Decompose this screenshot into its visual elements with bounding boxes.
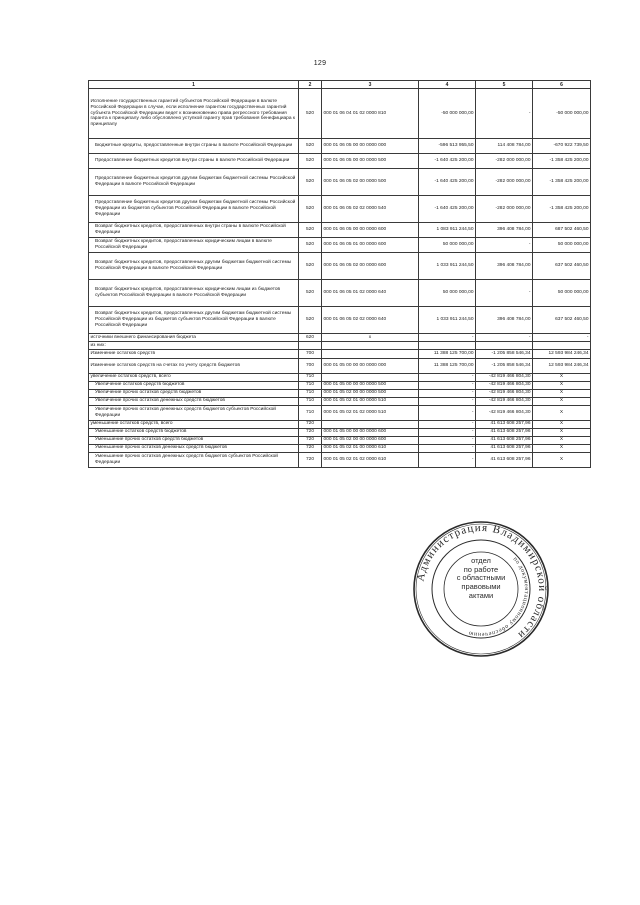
row-name-cell: Увеличение прочих остатков денежных средств бюджетов субъектов Российской Федерации xyxy=(89,405,299,420)
financing-sources-table xyxy=(88,80,591,468)
row-name-cell: Уменьшение прочих остатков денежных средств бюджетов субъектов Российской Федерации xyxy=(89,452,299,467)
row-budget-code-cell: 000 01 05 02 01 02 0000 610 xyxy=(322,452,419,467)
row-approved-cell: - xyxy=(419,397,476,405)
row-name-cell: источники внешнего финансирования бюджета xyxy=(89,334,299,342)
header-cell: 5 xyxy=(476,81,533,89)
table-row xyxy=(89,349,591,358)
row-approved-cell: - xyxy=(419,452,476,467)
row-line-code-cell: 720 xyxy=(299,436,322,444)
table-body xyxy=(89,89,591,468)
row-budget-code-cell: 000 01 05 02 01 00 0000 510 xyxy=(322,397,419,405)
row-budget-code-cell: x xyxy=(322,334,419,342)
table-row xyxy=(89,307,591,334)
row-budget-code-cell: 000 01 06 05 00 00 0000 000 xyxy=(322,139,419,154)
row-unexecuted-cell: - xyxy=(533,334,591,342)
row-budget-code-cell: 000 01 05 00 00 00 0000 000 xyxy=(322,358,419,373)
row-approved-cell: - xyxy=(419,428,476,436)
header-cell: 6 xyxy=(533,81,591,89)
row-budget-code-cell: 000 01 06 04 01 02 0000 810 xyxy=(322,89,419,139)
row-unexecuted-cell: 637 502 460,50 xyxy=(533,253,591,280)
row-unexecuted-cell xyxy=(533,342,591,350)
row-line-code-cell: 520 xyxy=(299,196,322,223)
row-unexecuted-cell: -1 358 425 200,00 xyxy=(533,196,591,223)
table-row xyxy=(89,89,591,139)
row-executed-cell: - xyxy=(476,238,533,253)
table-row xyxy=(89,342,591,350)
row-name-cell: Предоставление бюджетных кредитов другим бюджетам бюджетной системы Российской Федерации из бюджетов субъектов Российской Федерации в валюте Российской Федерации xyxy=(89,196,299,223)
row-approved-cell: 11 388 125 700,00 xyxy=(419,358,476,373)
table-row xyxy=(89,223,591,238)
row-executed-cell: -42 819 466 804,30 xyxy=(476,389,533,397)
row-line-code-cell: 520 xyxy=(299,169,322,196)
row-line-code-cell: 720 xyxy=(299,420,322,428)
stamp-line: отдел xyxy=(471,556,491,565)
row-line-code-cell: 720 xyxy=(299,428,322,436)
row-line-code-cell xyxy=(299,342,322,350)
table-row xyxy=(89,139,591,154)
row-name-cell: Возврат бюджетных кредитов, предоставленных юридическим лицам в валюте Российской Федерации xyxy=(89,238,299,253)
row-budget-code-cell: 000 01 06 05 02 00 0000 600 xyxy=(322,253,419,280)
row-unexecuted-cell: X xyxy=(533,405,591,420)
stamp-line: с областными xyxy=(456,573,506,583)
row-name-cell: Увеличение прочих остатков денежных средств бюджетов xyxy=(89,397,299,405)
row-name-cell: Уменьшение остатков средств бюджетов xyxy=(89,428,299,436)
table-row xyxy=(89,358,591,373)
row-budget-code-cell: 000 01 06 05 01 02 0000 640 xyxy=(322,280,419,307)
row-line-code-cell: 520 xyxy=(299,280,322,307)
row-budget-code-cell: 000 01 05 02 00 00 0000 600 xyxy=(322,436,419,444)
row-approved-cell: - xyxy=(419,444,476,452)
table-row xyxy=(89,169,591,196)
row-name-cell: Увеличение остатков средств бюджетов xyxy=(89,381,299,389)
row-name-cell: Бюджетные кредиты, предоставленные внутри страны в валюте Российской Федерации xyxy=(89,139,299,154)
row-approved-cell: 11 388 125 700,00 xyxy=(419,349,476,358)
row-approved-cell: 1 033 911 244,50 xyxy=(419,253,476,280)
row-unexecuted-cell: -1 358 425 200,00 xyxy=(533,154,591,169)
row-line-code-cell: 710 xyxy=(299,405,322,420)
row-approved-cell: - xyxy=(419,334,476,342)
row-unexecuted-cell: X xyxy=(533,420,591,428)
row-unexecuted-cell: X xyxy=(533,428,591,436)
row-budget-code-cell xyxy=(322,373,419,381)
row-budget-code-cell: 000 01 05 00 00 00 0000 600 xyxy=(322,428,419,436)
page-number: 129 xyxy=(313,60,327,67)
table-row xyxy=(89,420,591,428)
table-row xyxy=(89,405,591,420)
stamp-line: правовыми xyxy=(461,581,501,591)
stamp-line: актами xyxy=(468,590,494,600)
row-line-code-cell: 520 xyxy=(299,89,322,139)
row-approved-cell: 1 083 911 244,50 xyxy=(419,223,476,238)
row-name-cell: Возврат бюджетных кредитов, предоставленных другим бюджетам бюджетной системы Российской Федерации в валюте Российской Федерации xyxy=(89,253,299,280)
row-executed-cell: 396 408 784,00 xyxy=(476,307,533,334)
row-budget-code-cell: 000 01 05 02 01 02 0000 510 xyxy=(322,405,419,420)
header-cell: 2 xyxy=(299,81,322,89)
row-budget-code-cell: 000 01 06 05 02 02 0000 540 xyxy=(322,196,419,223)
header-cell: 1 xyxy=(89,81,299,89)
row-line-code-cell: 620 xyxy=(299,334,322,342)
row-executed-cell: 396 408 784,00 xyxy=(476,253,533,280)
row-executed-cell: 41 613 608 257,96 xyxy=(476,420,533,428)
row-name-cell: Уменьшение прочих остатков средств бюджетов xyxy=(89,436,299,444)
row-budget-code-cell xyxy=(322,349,419,358)
table-row xyxy=(89,381,591,389)
table-row xyxy=(89,373,591,381)
row-line-code-cell: 700 xyxy=(299,358,322,373)
row-unexecuted-cell: 50 000 000,00 xyxy=(533,238,591,253)
row-name-cell: Изменение остатков средств на счетах по учету средств бюджетов xyxy=(89,358,299,373)
row-line-code-cell: 700 xyxy=(299,349,322,358)
row-executed-cell: 41 613 608 257,96 xyxy=(476,436,533,444)
row-budget-code-cell: 000 01 06 05 02 00 0000 500 xyxy=(322,169,419,196)
row-line-code-cell: 520 xyxy=(299,223,322,238)
row-name-cell: Предоставление бюджетных кредитов другим бюджетам бюджетной системы Российской Федерации в валюте Российской Федерации xyxy=(89,169,299,196)
table-row xyxy=(89,428,591,436)
row-line-code-cell: 720 xyxy=(299,452,322,467)
row-name-cell: Возврат бюджетных кредитов, предоставленных другим бюджетам бюджетной системы Российской Федерации из бюджетов субъектов Российской Федерации в валюте Российской Федерации xyxy=(89,307,299,334)
row-executed-cell: - xyxy=(476,280,533,307)
stamp-line: по работе xyxy=(463,564,499,574)
table-row xyxy=(89,196,591,223)
row-name-cell: Изменение остатков средств xyxy=(89,349,299,358)
row-executed-cell: -42 819 466 804,30 xyxy=(476,373,533,381)
table-row xyxy=(89,253,591,280)
row-approved-cell: - xyxy=(419,405,476,420)
row-line-code-cell: 520 xyxy=(299,139,322,154)
row-line-code-cell: 520 xyxy=(299,154,322,169)
row-unexecuted-cell: -50 000 000,00 xyxy=(533,89,591,139)
row-line-code-cell: 710 xyxy=(299,397,322,405)
row-executed-cell: -42 819 466 804,30 xyxy=(476,405,533,420)
row-unexecuted-cell: -670 922 739,50 xyxy=(533,139,591,154)
row-executed-cell: -282 000 000,00 xyxy=(476,196,533,223)
row-name-cell: Предоставление бюджетных кредитов внутри страны в валюте Российской Федерации xyxy=(89,154,299,169)
row-line-code-cell: 710 xyxy=(299,389,322,397)
row-approved-cell: -1 640 425 200,00 xyxy=(419,169,476,196)
stamp-inner-ring-text: по документационному обеспечению xyxy=(467,556,530,638)
row-executed-cell: -1 205 858 546,34 xyxy=(476,358,533,373)
row-unexecuted-cell: 50 000 000,00 xyxy=(533,280,591,307)
official-stamp xyxy=(411,519,551,659)
row-unexecuted-cell: 12 593 984 246,34 xyxy=(533,358,591,373)
row-line-code-cell: 720 xyxy=(299,444,322,452)
row-approved-cell: - xyxy=(419,436,476,444)
row-name-cell: уменьшение остатков средств, всего xyxy=(89,420,299,428)
row-approved-cell: - xyxy=(419,389,476,397)
table-row xyxy=(89,389,591,397)
row-executed-cell: -42 819 466 804,30 xyxy=(476,381,533,389)
row-budget-code-cell: 000 01 06 05 00 00 0000 600 xyxy=(322,223,419,238)
row-unexecuted-cell: X xyxy=(533,444,591,452)
row-approved-cell: 50 000 000,00 xyxy=(419,280,476,307)
row-budget-code-cell: 000 01 05 00 00 00 0000 500 xyxy=(322,381,419,389)
row-executed-cell: - xyxy=(476,334,533,342)
row-unexecuted-cell: -1 358 425 200,00 xyxy=(533,169,591,196)
row-budget-code-cell xyxy=(322,420,419,428)
row-unexecuted-cell: X xyxy=(533,373,591,381)
row-approved-cell: -596 513 955,50 xyxy=(419,139,476,154)
row-name-cell: Увеличение прочих остатков средств бюджетов xyxy=(89,389,299,397)
table-row xyxy=(89,452,591,467)
row-unexecuted-cell: X xyxy=(533,397,591,405)
row-approved-cell: - xyxy=(419,373,476,381)
row-name-cell: из них: xyxy=(89,342,299,350)
table-row xyxy=(89,280,591,307)
row-budget-code-cell: 000 01 05 02 01 00 0000 610 xyxy=(322,444,419,452)
table-row xyxy=(89,334,591,342)
row-line-code-cell: 710 xyxy=(299,373,322,381)
row-approved-cell: - xyxy=(419,381,476,389)
row-executed-cell: -1 205 858 546,34 xyxy=(476,349,533,358)
row-approved-cell xyxy=(419,342,476,350)
row-approved-cell: -1 640 425 200,00 xyxy=(419,196,476,223)
row-budget-code-cell: 000 01 06 05 00 00 0000 500 xyxy=(322,154,419,169)
table-header-row xyxy=(89,81,591,89)
row-executed-cell: 41 613 608 257,96 xyxy=(476,444,533,452)
row-executed-cell xyxy=(476,342,533,350)
row-executed-cell: -282 000 000,00 xyxy=(476,154,533,169)
header-cell: 3 xyxy=(322,81,419,89)
row-approved-cell: 50 000 000,00 xyxy=(419,238,476,253)
row-budget-code-cell: 000 01 06 05 01 00 0000 600 xyxy=(322,238,419,253)
row-line-code-cell: 520 xyxy=(299,307,322,334)
row-unexecuted-cell: 637 502 460,50 xyxy=(533,307,591,334)
row-executed-cell: -42 819 466 804,30 xyxy=(476,397,533,405)
row-name-cell: Возврат бюджетных кредитов, предоставленных внутри страны в валюте Российской Федерации xyxy=(89,223,299,238)
row-unexecuted-cell: X xyxy=(533,452,591,467)
row-name-cell: Возврат бюджетных кредитов, предоставленных юридическим лицам из бюджетов субъектов Российской Федерации в валюте Российской Федерации xyxy=(89,280,299,307)
header-cell: 4 xyxy=(419,81,476,89)
table-row xyxy=(89,154,591,169)
row-line-code-cell: 710 xyxy=(299,381,322,389)
row-budget-code-cell: 000 01 06 05 02 02 0000 640 xyxy=(322,307,419,334)
row-executed-cell: -282 000 000,00 xyxy=(476,169,533,196)
row-unexecuted-cell: 687 502 460,50 xyxy=(533,223,591,238)
row-budget-code-cell: 000 01 05 02 00 00 0000 500 xyxy=(322,389,419,397)
row-executed-cell: 114 408 784,00 xyxy=(476,139,533,154)
row-approved-cell: -1 640 425 200,00 xyxy=(419,154,476,169)
table-row xyxy=(89,436,591,444)
stamp-center-text xyxy=(449,557,513,600)
row-name-cell: Исполнение государственных гарантий субъектов Российской Федерации в валюте Российской Федерации в случае, если исполнение гарантом государственных гарантий субъекта Российской Федерации ведет к возникновению права регрессного требования гаранта к принципалу либо обусловлено уступкой гаранту прав требования бенефициара к принципалу xyxy=(89,89,299,139)
row-unexecuted-cell: X xyxy=(533,389,591,397)
row-line-code-cell: 520 xyxy=(299,238,322,253)
row-unexecuted-cell: X xyxy=(533,381,591,389)
table-row xyxy=(89,397,591,405)
row-approved-cell: -50 000 000,00 xyxy=(419,89,476,139)
row-approved-cell: 1 033 911 244,50 xyxy=(419,307,476,334)
row-unexecuted-cell: 12 593 984 246,34 xyxy=(533,349,591,358)
row-approved-cell: - xyxy=(419,420,476,428)
row-executed-cell: 41 613 608 257,96 xyxy=(476,428,533,436)
row-executed-cell: 41 613 608 257,96 xyxy=(476,452,533,467)
row-name-cell: увеличение остатков средств, всего xyxy=(89,373,299,381)
table-row xyxy=(89,444,591,452)
row-executed-cell: - xyxy=(476,89,533,139)
stamp-ring-text: Администрация Владимирской области xyxy=(414,521,549,642)
table-row xyxy=(89,238,591,253)
row-budget-code-cell xyxy=(322,342,419,350)
row-executed-cell: 396 408 784,00 xyxy=(476,223,533,238)
row-line-code-cell: 520 xyxy=(299,253,322,280)
row-name-cell: Уменьшение прочих остатков денежных средств бюджетов xyxy=(89,444,299,452)
row-unexecuted-cell: X xyxy=(533,436,591,444)
